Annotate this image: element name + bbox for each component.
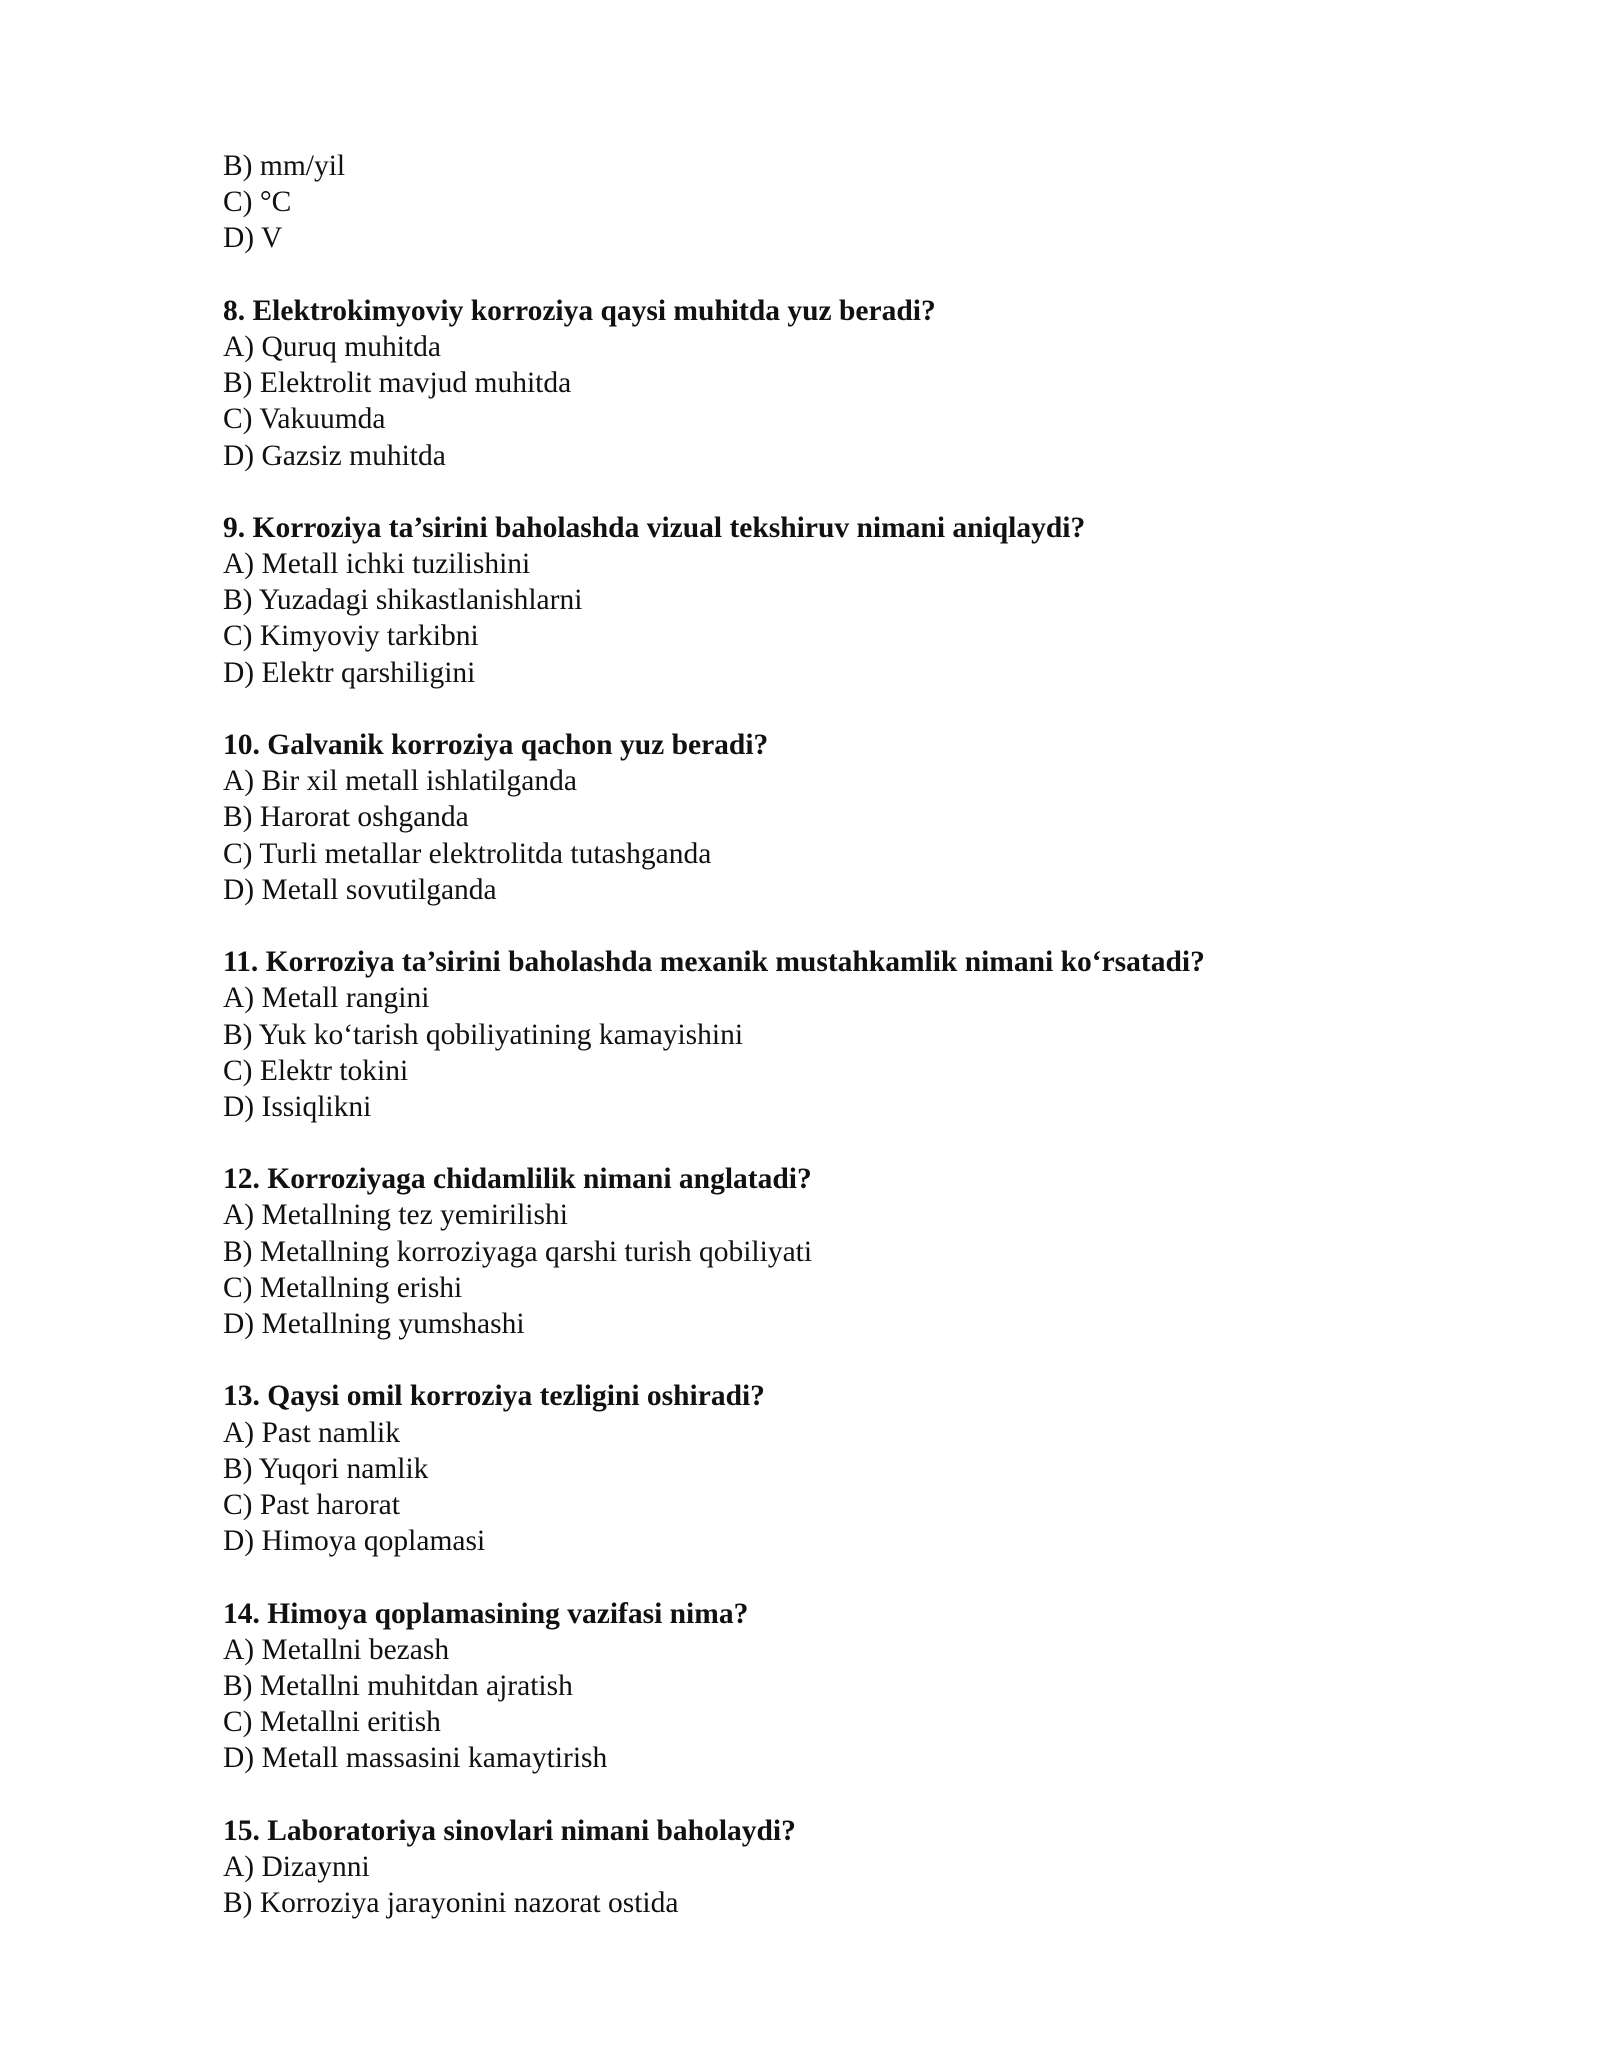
option-line: D) V bbox=[223, 222, 283, 255]
option-line: A) Metallni bezash bbox=[223, 1633, 450, 1666]
option-line: C) Past harorat bbox=[223, 1488, 400, 1521]
option-line: D) Metall massasini kamaytirish bbox=[223, 1742, 608, 1775]
option-line: A) Dizaynni bbox=[223, 1850, 370, 1883]
question-block bbox=[223, 944, 1473, 1125]
option-line: B) Yuqori namlik bbox=[223, 1452, 429, 1485]
option-line: D) Himoya qoplamasi bbox=[223, 1525, 486, 1558]
option-line: A) Metall ichki tuzilishini bbox=[223, 548, 531, 581]
option-line: D) Gazsiz muhitda bbox=[223, 439, 446, 472]
option-line: A) Past namlik bbox=[223, 1416, 400, 1449]
option-line: B) Harorat oshganda bbox=[223, 801, 469, 834]
option-line: B) Yuk ko‘tarish qobiliyatining kamayishini bbox=[223, 1018, 744, 1051]
question-block bbox=[223, 1813, 1473, 1922]
option-line: C) Metallni eritish bbox=[223, 1706, 441, 1739]
question-text: 14. Himoya qoplamasining vazifasi nima? bbox=[223, 1597, 749, 1630]
lead-options bbox=[223, 148, 1473, 257]
option-line: B) mm/yil bbox=[223, 150, 346, 182]
option-line: D) Elektr qarshiligini bbox=[223, 656, 476, 689]
question-text: 10. Galvanik korroziya qachon yuz beradi? bbox=[223, 729, 769, 761]
option-line: C) Elektr tokini bbox=[223, 1054, 409, 1087]
option-line: C) Vakuumda bbox=[223, 403, 386, 436]
option-line: B) Yuzadagi shikastlanishlarni bbox=[223, 584, 583, 617]
option-line: C) Metallning erishi bbox=[223, 1271, 463, 1304]
option-line: C) Kimyoviy tarkibni bbox=[223, 620, 479, 653]
question-block bbox=[223, 727, 1473, 908]
question-block bbox=[223, 1378, 1473, 1559]
option-line: B) Metallni muhitdan ajratish bbox=[223, 1669, 573, 1702]
question-text: 11. Korroziya ta’sirini baholashda mexanik mustahkamlik nimani ko‘rsatadi? bbox=[223, 946, 1205, 979]
option-line: D) Metall sovutilganda bbox=[223, 873, 497, 906]
question-block bbox=[223, 510, 1473, 691]
question-text: 9. Korroziya ta’sirini baholashda vizual tekshiruv nimani aniqlaydi? bbox=[223, 511, 1086, 544]
option-line: C) °C bbox=[223, 186, 292, 219]
question-text: 12. Korroziyaga chidamlilik nimani anglatadi? bbox=[223, 1163, 812, 1196]
option-line: A) Quruq muhitda bbox=[223, 330, 441, 363]
question-text: 15. Laboratoriya sinovlari nimani baholaydi? bbox=[223, 1814, 796, 1847]
option-line: C) Turli metallar elektrolitda tutashganda bbox=[223, 837, 712, 870]
question-text: 13. Qaysi omil korroziya tezligini oshiradi? bbox=[223, 1380, 765, 1413]
option-line: B) Metallning korroziyaga qarshi turish qobiliyati bbox=[223, 1235, 813, 1268]
test-page bbox=[223, 148, 1473, 1921]
option-line: D) Issiqlikni bbox=[223, 1090, 372, 1123]
option-line: B) Elektrolit mavjud muhitda bbox=[223, 367, 572, 400]
question-text: 8. Elektrokimyoviy korroziya qaysi muhitda yuz beradi? bbox=[223, 294, 936, 327]
question-block bbox=[223, 293, 1473, 474]
option-line: A) Metallning tez yemirilishi bbox=[223, 1199, 568, 1232]
question-block bbox=[223, 1596, 1473, 1777]
option-line: B) Korroziya jarayonini nazorat ostida bbox=[223, 1887, 679, 1919]
option-line: A) Bir xil metall ishlatilganda bbox=[223, 765, 577, 798]
option-line: A) Metall rangini bbox=[223, 982, 430, 1015]
question-block bbox=[223, 1161, 1473, 1342]
option-line: D) Metallning yumshashi bbox=[223, 1308, 525, 1340]
